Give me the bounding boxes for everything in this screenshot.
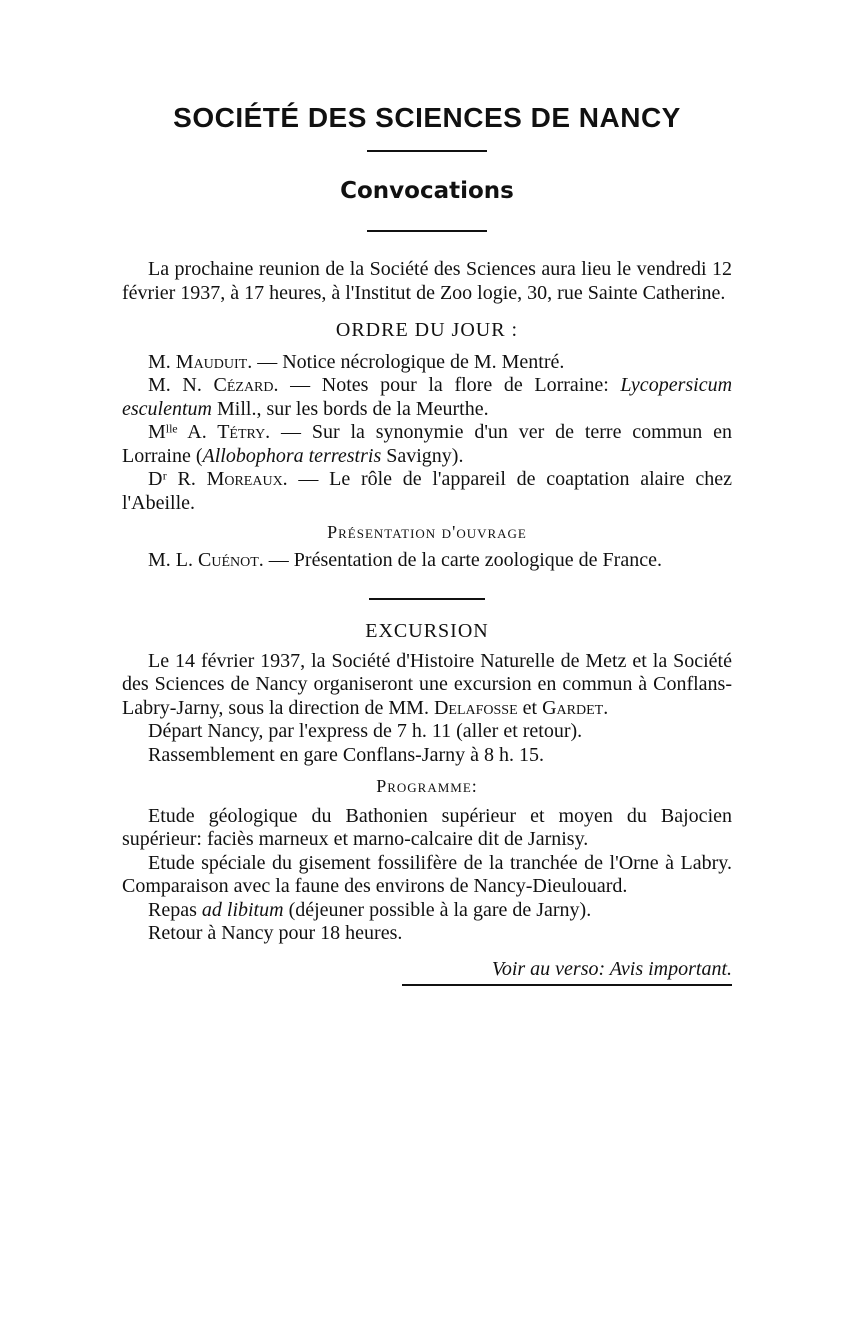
repas-text: Repas [148, 898, 202, 921]
depart-line: Départ Nancy, par l'express de 7 h. 11 (aller et retour). [148, 720, 583, 742]
page-title: SOCIÉTÉ DES SCIENCES DE NANCY [173, 102, 681, 133]
verso-note: Voir au verso: Avis important. [491, 957, 732, 980]
ordre-item-3 [122, 421, 732, 468]
repas-text: (déjeuner possible à la gare de Jarny). [283, 898, 592, 921]
item-text: — Notice nécrologique de M. Mentré. [252, 350, 565, 373]
excursion-text: . [603, 696, 609, 719]
item-text: Savigny). [381, 444, 464, 467]
page-subtitle: Convocations [340, 178, 514, 204]
title-divider [367, 150, 487, 152]
excursion-text: et [517, 696, 543, 719]
programme-etude-1: Etude géologique du Bathonien supérieur et moyen du Bajocien supérieur: faciès marneux et marno-calcaire dit de Jarnisy. [122, 804, 732, 850]
verso-underline [402, 984, 732, 986]
programme-retour: Retour à Nancy pour 18 heures. [148, 922, 403, 944]
speaker-name: Dʳ R. Moreaux. [148, 468, 288, 490]
guide-name: Delafosse [433, 696, 518, 719]
species-name: Allobophora terrestris [202, 444, 382, 467]
excursion-text: Le 14 février 1937, la Société d'Histoire Naturelle de Metz et la Société des Sciences de Nancy organiseront une excursion en commun à Conflans-Labry-Jarny, sous la direction de MM. [122, 649, 732, 719]
item-text: — Le rôle de l'appareil de coaptation alaire chez l'Abeille. [122, 468, 732, 514]
speaker-name: M. N. Cézard. [148, 374, 279, 396]
speaker-name: M. Mauduit. [148, 350, 253, 373]
rassemblement-line: Rassemblement en gare Conflans-Jarny à 8 h. 15. [148, 743, 545, 766]
ordre-item-4 [122, 468, 732, 515]
ordre-item-1 [122, 351, 732, 375]
item-text: Mill., sur les bords de la Meurthe. [211, 397, 489, 420]
ordre-item-2 [122, 374, 732, 421]
species-name: Lycopersicum esculentum [122, 374, 733, 420]
programme-heading: Programme: [376, 776, 478, 796]
section-divider [369, 598, 485, 600]
programme-repas [122, 899, 732, 923]
document-page [122, 96, 732, 986]
subtitle-divider [367, 230, 487, 232]
ordre-heading: ORDRE DU JOUR : [335, 319, 519, 341]
excursion-heading: EXCURSION [365, 620, 489, 642]
presentation-heading: Présentation d'ouvrage [327, 522, 527, 542]
programme-etude-2: Etude spéciale du gisement fossilifère de la tranchée de l'Orne à Labry. Comparaison avec la faune des environs de Nancy-Dieulouard. [122, 851, 732, 897]
item-text: — Notes pour la flore de Lorraine: [278, 374, 621, 396]
item-text: — Présentation de la carte zoologique de France. [263, 548, 662, 571]
speaker-name: M. L. Cuénot. [148, 548, 264, 571]
excursion-paragraph [122, 650, 732, 721]
intro-paragraph: La prochaine reunion de la Société des Sciences aura lieu le vendredi 12 février 1937, à 17 heures, à l'Institut de Zoo logie, 30, rue Sainte Catherine. [122, 258, 732, 304]
speaker-name: Mˡˡᵉ A. Tétry. [148, 421, 271, 443]
repas-italic: ad libitum [201, 898, 284, 921]
presentation-item [122, 549, 732, 573]
item-text: — Sur la synonymie d'un ver de terre commun en Lorraine ( [122, 421, 732, 467]
guide-name: Gardet [542, 696, 604, 719]
